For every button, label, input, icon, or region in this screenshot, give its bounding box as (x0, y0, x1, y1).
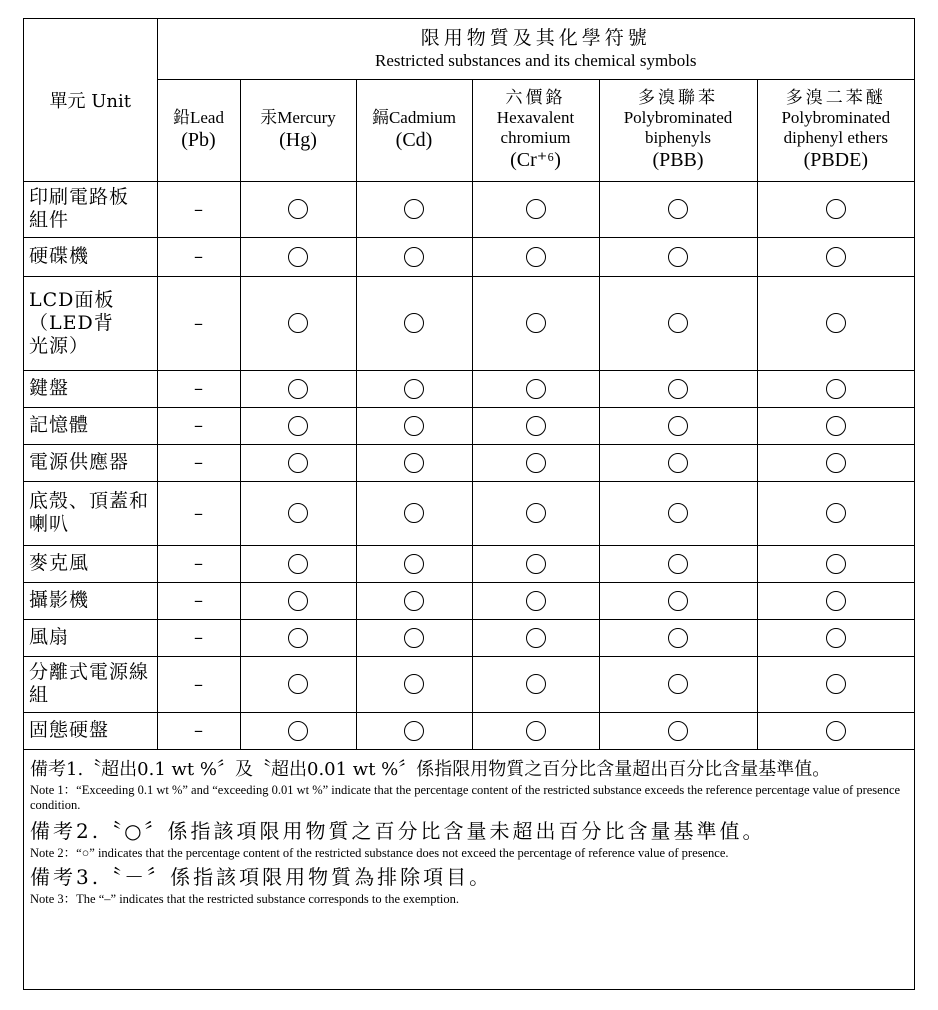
component-name-text: 底殼、頂蓋和喇叭 (29, 490, 150, 535)
component-name-text: 攝影機 (29, 589, 90, 611)
circle-icon (526, 554, 546, 574)
component-name (24, 712, 157, 749)
circle-icon (526, 591, 546, 611)
exemption-mark-cell (157, 181, 240, 237)
circle-icon (668, 247, 688, 267)
column-symbol: (Pb) (181, 129, 216, 151)
component-name-text: 記憶體 (29, 414, 90, 436)
circle-icon (826, 591, 846, 611)
component-name-text: 印刷電路板組件 (29, 186, 130, 231)
column-name-zh: 多溴聯苯 (638, 88, 718, 108)
column-name-en: Polybrominated biphenyls (623, 108, 733, 147)
compliant-mark-cell (240, 545, 356, 582)
compliant-mark-cell (356, 276, 472, 370)
compliant-mark-cell (472, 181, 599, 237)
column-symbol: (Cd) (395, 129, 433, 151)
compliant-mark-cell (757, 545, 914, 582)
exemption-mark-cell (157, 237, 240, 276)
circle-icon (288, 416, 308, 436)
compliant-mark-cell (472, 444, 599, 481)
component-name-text: LCD面板（LED背光源） (29, 288, 115, 357)
compliant-mark-cell (599, 407, 757, 444)
circle-icon (404, 416, 424, 436)
component-name (24, 619, 157, 656)
column-header-hexavalent-chromium (472, 79, 599, 181)
component-name-text: 鍵盤 (29, 377, 70, 399)
dash-icon: – (194, 198, 203, 220)
column-symbol: (PBDE) (803, 149, 869, 171)
component-name-text: 電源供應器 (29, 451, 130, 473)
table-row (24, 181, 914, 237)
exemption-mark-cell (157, 545, 240, 582)
circle-icon (288, 503, 308, 523)
compliant-mark-cell (472, 582, 599, 619)
circle-icon (404, 247, 424, 267)
circle-icon (288, 313, 308, 333)
exemption-mark-cell (157, 481, 240, 545)
compliant-mark-cell (356, 481, 472, 545)
exemption-mark-cell (157, 370, 240, 407)
column-header-mercury (240, 79, 356, 181)
circle-icon (826, 416, 846, 436)
compliant-mark-cell (472, 619, 599, 656)
compliant-mark-cell (472, 712, 599, 749)
compliant-mark-cell (599, 181, 757, 237)
circle-icon (826, 379, 846, 399)
circle-icon (526, 628, 546, 648)
component-name-text: 分離式電源線組 (29, 661, 150, 706)
circle-icon (288, 554, 308, 574)
dash-icon: – (194, 415, 203, 436)
circle-icon (288, 628, 308, 648)
component-name (24, 276, 157, 370)
table-row (24, 481, 914, 545)
note-1-zh: 備考1.〝超出0.1 wt %〞及〝超出0.01 wt %〞係指限用物質之百分比含量超出百分比含量基準值。 (30, 759, 831, 780)
column-name-zh: 多溴二苯醚 (785, 88, 886, 108)
component-name-text: 固態硬盤 (29, 719, 110, 741)
circle-icon (668, 554, 688, 574)
column-name-zh: 六價鉻 (505, 88, 566, 108)
circle-icon (668, 674, 688, 694)
circle-icon (404, 199, 424, 219)
compliant-mark-cell (472, 370, 599, 407)
compliant-mark-cell (240, 619, 356, 656)
exemption-mark-cell (157, 276, 240, 370)
circle-icon (826, 628, 846, 648)
compliant-mark-cell (757, 582, 914, 619)
compliant-mark-cell (599, 237, 757, 276)
component-name (24, 444, 157, 481)
compliant-mark-cell (356, 619, 472, 656)
circle-icon (404, 591, 424, 611)
dash-icon: – (194, 502, 203, 524)
circle-icon (404, 503, 424, 523)
column-symbol: (Hg) (279, 129, 317, 151)
compliant-mark-cell (472, 407, 599, 444)
circle-icon (288, 199, 308, 219)
column-symbol: (PBB) (652, 149, 704, 171)
column-name-en: Hexavalent chromium (496, 108, 575, 147)
circle-icon (668, 721, 688, 741)
component-name (24, 656, 157, 712)
column-header-lead (157, 79, 240, 181)
column-header-pbb (599, 79, 757, 181)
circle-icon (404, 674, 424, 694)
compliant-mark-cell (356, 712, 472, 749)
circle-icon (668, 379, 688, 399)
circle-icon (526, 247, 546, 267)
compliant-mark-cell (599, 582, 757, 619)
component-name-text: 麥克風 (29, 552, 90, 574)
circle-icon (668, 313, 688, 333)
circle-icon (826, 674, 846, 694)
dash-icon: – (194, 378, 203, 399)
compliant-mark-cell (356, 237, 472, 276)
circle-icon (668, 503, 688, 523)
circle-icon (404, 628, 424, 648)
notes-section (30, 759, 910, 907)
table-row (24, 545, 914, 582)
compliant-mark-cell (757, 619, 914, 656)
circle-icon (288, 721, 308, 741)
compliant-mark-cell (757, 370, 914, 407)
note-1-en: Note 1：“Exceeding 0.1 wt %” and “exceeding 0.01 wt %” indicate that the percentage content of the restricted substance exceeds the reference percentage value of presence condition. (30, 783, 901, 812)
circle-icon (404, 721, 424, 741)
circle-icon (826, 199, 846, 219)
component-name (24, 481, 157, 545)
restricted-substances-table (24, 19, 914, 750)
compliant-mark-cell (240, 712, 356, 749)
circle-icon (826, 721, 846, 741)
circle-icon (404, 379, 424, 399)
circle-icon (526, 674, 546, 694)
compliant-mark-cell (240, 276, 356, 370)
compliant-mark-cell (757, 656, 914, 712)
unit-header: 單元 Unit (24, 19, 157, 181)
compliant-mark-cell (240, 481, 356, 545)
compliant-mark-cell (356, 545, 472, 582)
compliant-mark-cell (356, 407, 472, 444)
column-name: 鉛Lead (173, 108, 224, 127)
circle-icon (404, 313, 424, 333)
exemption-mark-cell (157, 407, 240, 444)
note-2-zh: 備考2.〝○〞係指該項限用物質之百分比含量未超出百分比含量基準值。 (30, 819, 766, 843)
compliant-mark-cell (240, 181, 356, 237)
compliant-mark-cell (599, 545, 757, 582)
circle-icon (526, 313, 546, 333)
column-header-pbde (757, 79, 914, 181)
circle-icon (668, 199, 688, 219)
compliant-mark-cell (240, 656, 356, 712)
compliant-mark-cell (356, 181, 472, 237)
circle-icon (526, 379, 546, 399)
compliant-mark-cell (599, 619, 757, 656)
compliant-mark-cell (240, 407, 356, 444)
table-row (24, 276, 914, 370)
circle-icon (668, 416, 688, 436)
circle-icon (826, 313, 846, 333)
component-name-text: 風扇 (29, 626, 70, 648)
exemption-mark-cell (157, 656, 240, 712)
compliant-mark-cell (757, 181, 914, 237)
compliant-mark-cell (599, 444, 757, 481)
compliant-mark-cell (757, 237, 914, 276)
dash-icon: – (194, 246, 203, 267)
compliant-mark-cell (356, 582, 472, 619)
compliant-mark-cell (356, 370, 472, 407)
column-name-en: Polybrominated diphenyl ethers (781, 108, 891, 147)
exemption-mark-cell (157, 582, 240, 619)
component-name (24, 407, 157, 444)
note-3-zh: 備考3.〝－〞係指該項限用物質為排除項目。 (30, 865, 493, 889)
title-en: Restricted substances and its chemical symbols (375, 51, 697, 71)
dash-icon: – (194, 553, 203, 574)
circle-icon (404, 453, 424, 473)
circle-icon (668, 453, 688, 473)
compliant-mark-cell (757, 444, 914, 481)
component-name-text: 硬碟機 (29, 245, 90, 267)
table-row (24, 444, 914, 481)
component-name (24, 370, 157, 407)
compliant-mark-cell (599, 481, 757, 545)
circle-icon (826, 247, 846, 267)
table-row (24, 619, 914, 656)
dash-icon: – (194, 720, 203, 741)
dash-icon: – (194, 590, 203, 611)
circle-icon (288, 379, 308, 399)
circle-icon (668, 628, 688, 648)
table-row (24, 407, 914, 444)
rohs-declaration-sheet (23, 18, 915, 990)
circle-icon (526, 503, 546, 523)
circle-icon (526, 453, 546, 473)
compliant-mark-cell (472, 656, 599, 712)
compliant-mark-cell (356, 656, 472, 712)
circle-icon (404, 554, 424, 574)
title-zh: 限用物質及其化學符號 (420, 27, 651, 50)
column-symbol: (Cr⁺⁶) (510, 149, 561, 171)
component-name (24, 582, 157, 619)
compliant-mark-cell (472, 237, 599, 276)
compliant-mark-cell (757, 276, 914, 370)
circle-icon (526, 416, 546, 436)
dash-icon: – (194, 673, 203, 695)
compliant-mark-cell (240, 582, 356, 619)
column-header-cadmium (356, 79, 472, 181)
circle-icon (668, 591, 688, 611)
circle-icon (826, 554, 846, 574)
table-row (24, 582, 914, 619)
circle-icon (288, 247, 308, 267)
circle-icon (526, 199, 546, 219)
compliant-mark-cell (599, 656, 757, 712)
dash-icon: – (194, 312, 203, 334)
note-3-en: Note 3：The “–” indicates that the restricted substance corresponds to the exemption. (30, 892, 460, 906)
compliant-mark-cell (757, 712, 914, 749)
circle-icon (826, 503, 846, 523)
compliant-mark-cell (599, 370, 757, 407)
table-row (24, 712, 914, 749)
table-row (24, 370, 914, 407)
exemption-mark-cell (157, 619, 240, 656)
component-name (24, 237, 157, 276)
compliant-mark-cell (240, 444, 356, 481)
column-name: 汞Mercury (260, 108, 336, 127)
circle-icon (526, 721, 546, 741)
circle-icon (288, 591, 308, 611)
compliant-mark-cell (757, 407, 914, 444)
compliant-mark-cell (472, 545, 599, 582)
exemption-mark-cell (157, 712, 240, 749)
table-row (24, 237, 914, 276)
compliant-mark-cell (757, 481, 914, 545)
circle-icon (288, 453, 308, 473)
substances-header (157, 19, 914, 79)
circle-icon (826, 453, 846, 473)
exemption-mark-cell (157, 444, 240, 481)
compliant-mark-cell (356, 444, 472, 481)
compliant-mark-cell (599, 712, 757, 749)
table-row (24, 656, 914, 712)
note-2-en: Note 2：“○” indicates that the percentage content of the restricted substance does not exceed the percentage of reference value of presence. (30, 846, 729, 860)
component-name (24, 181, 157, 237)
compliant-mark-cell (599, 276, 757, 370)
component-name (24, 545, 157, 582)
compliant-mark-cell (472, 276, 599, 370)
compliant-mark-cell (240, 370, 356, 407)
dash-icon: – (194, 452, 203, 473)
compliant-mark-cell (240, 237, 356, 276)
compliant-mark-cell (472, 481, 599, 545)
dash-icon: – (194, 627, 203, 648)
column-name: 鎘Cadmium (371, 108, 457, 127)
circle-icon (288, 674, 308, 694)
